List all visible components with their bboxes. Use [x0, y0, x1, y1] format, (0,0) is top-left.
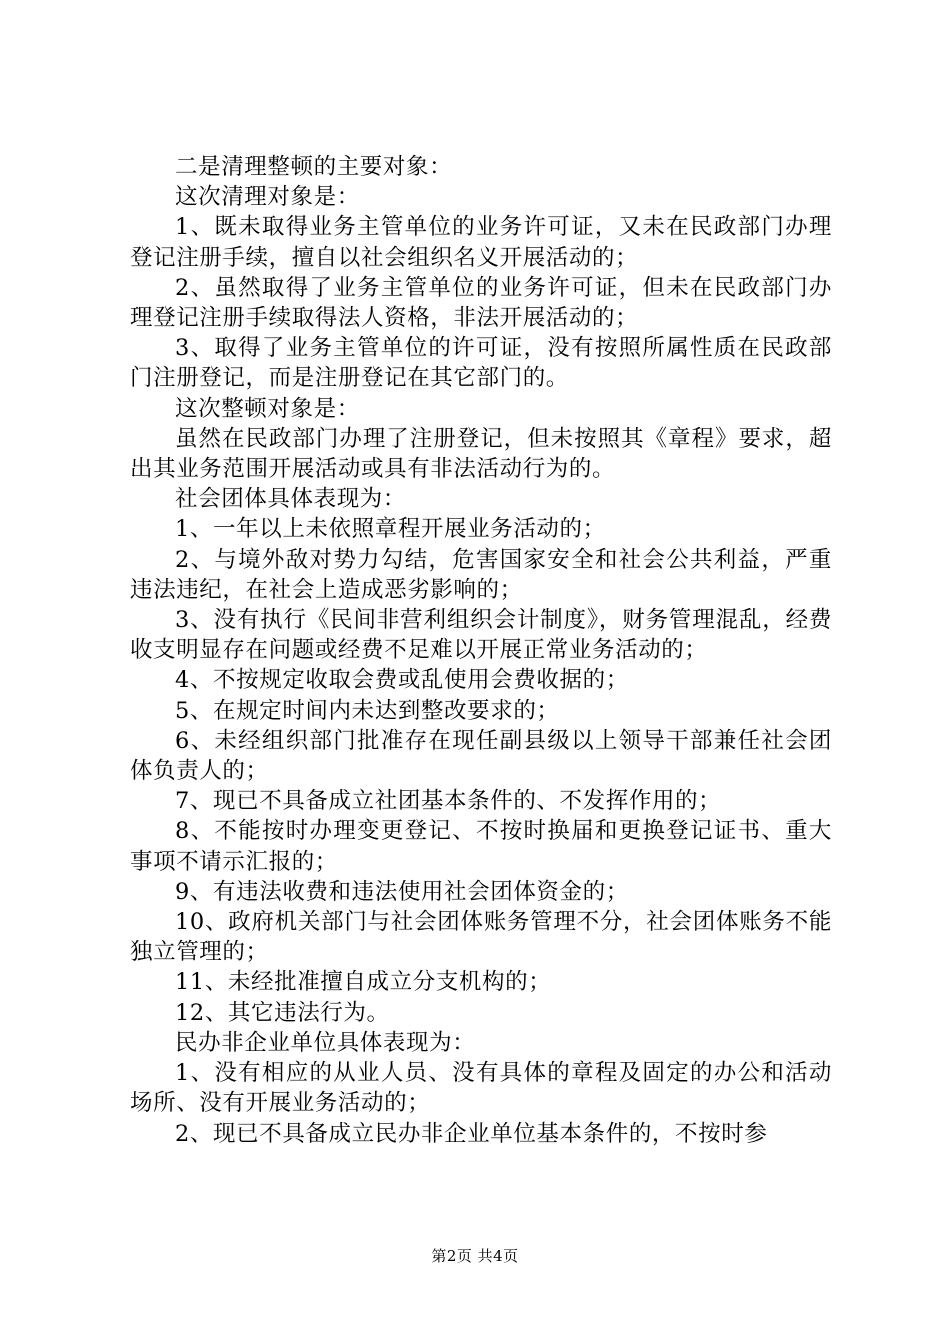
paragraph: 社会团体具体表现为：: [175, 486, 407, 513]
document-body: [130, 152, 832, 1149]
paragraph: 1、没有相应的从业人员、没有具体的章程及固定的办公和活动场所、没有开展业务活动的；: [130, 1060, 832, 1117]
paragraph: 二是清理整顿的主要对象：: [175, 154, 453, 180]
paragraph: 9、有违法收费和违法使用社会团体资金的；: [175, 878, 629, 905]
paragraph: 6、未经组织部门批准存在现任副县级以上领导干部兼任社会团体负责人的；: [130, 727, 832, 785]
paragraph: 2、虽然取得了业务主管单位的业务许可证，但未在民政部门办理登记注册手续取得法人资格，非法开展活动的；: [130, 274, 832, 332]
paragraph: 5、在规定时间内未达到整改要求的；: [175, 697, 560, 724]
paragraph: 8、不能按时办理变更登记、不按时换届和更换登记证书、重大事项不请示汇报的；: [130, 818, 832, 875]
page-number-footer: 第2页 共4页: [431, 1247, 519, 1265]
paragraph: 2、与境外敌对势力勾结，危害国家安全和社会公共利益，严重违法违纪，在社会上造成恶劣影响的；: [130, 546, 832, 603]
paragraph: 3、没有执行《民间非营利组织会计制度》，财务管理混乱，经费收支明显存在问题或经费不足难以开展正常业务活动的；: [130, 607, 832, 664]
paragraph: 11、未经批准擅自成立分支机构的；: [175, 969, 552, 996]
paragraph: 7、现已不具备成立社团基本条件的、不发挥作用的；: [175, 788, 722, 815]
paragraph: 1、一年以上未依照章程开展业务活动的；: [175, 516, 606, 543]
paragraph: 12、其它违法行为。: [175, 999, 390, 1026]
paragraph: 4、不按规定收取会费或乱使用会费收据的；: [175, 667, 629, 694]
paragraph: 2、现已不具备成立民办非企业单位基本条件的，不按时参: [175, 1120, 768, 1147]
paragraph: 这次整顿对象是：: [175, 395, 360, 422]
paragraph: 虽然在民政部门办理了注册登记，但未按照其《章程》要求，超出其业务范围开展活动或具有非法活动行为的。: [130, 425, 832, 483]
paragraph: 10、政府机关部门与社会团体账务管理不分，社会团体账务不能独立管理的；: [130, 909, 832, 966]
paragraph: 1、既未取得业务主管单位的业务许可证，又未在民政部门办理登记注册手续，擅自以社会组织名义开展活动的；: [130, 214, 832, 271]
paragraph: 这次清理对象是：: [175, 184, 360, 211]
paragraph: 3、取得了业务主管单位的许可证，没有按照所属性质在民政部门注册登记，而是注册登记在其它部门的。: [130, 335, 832, 392]
paragraph: 民办非企业单位具体表现为：: [175, 1029, 476, 1056]
